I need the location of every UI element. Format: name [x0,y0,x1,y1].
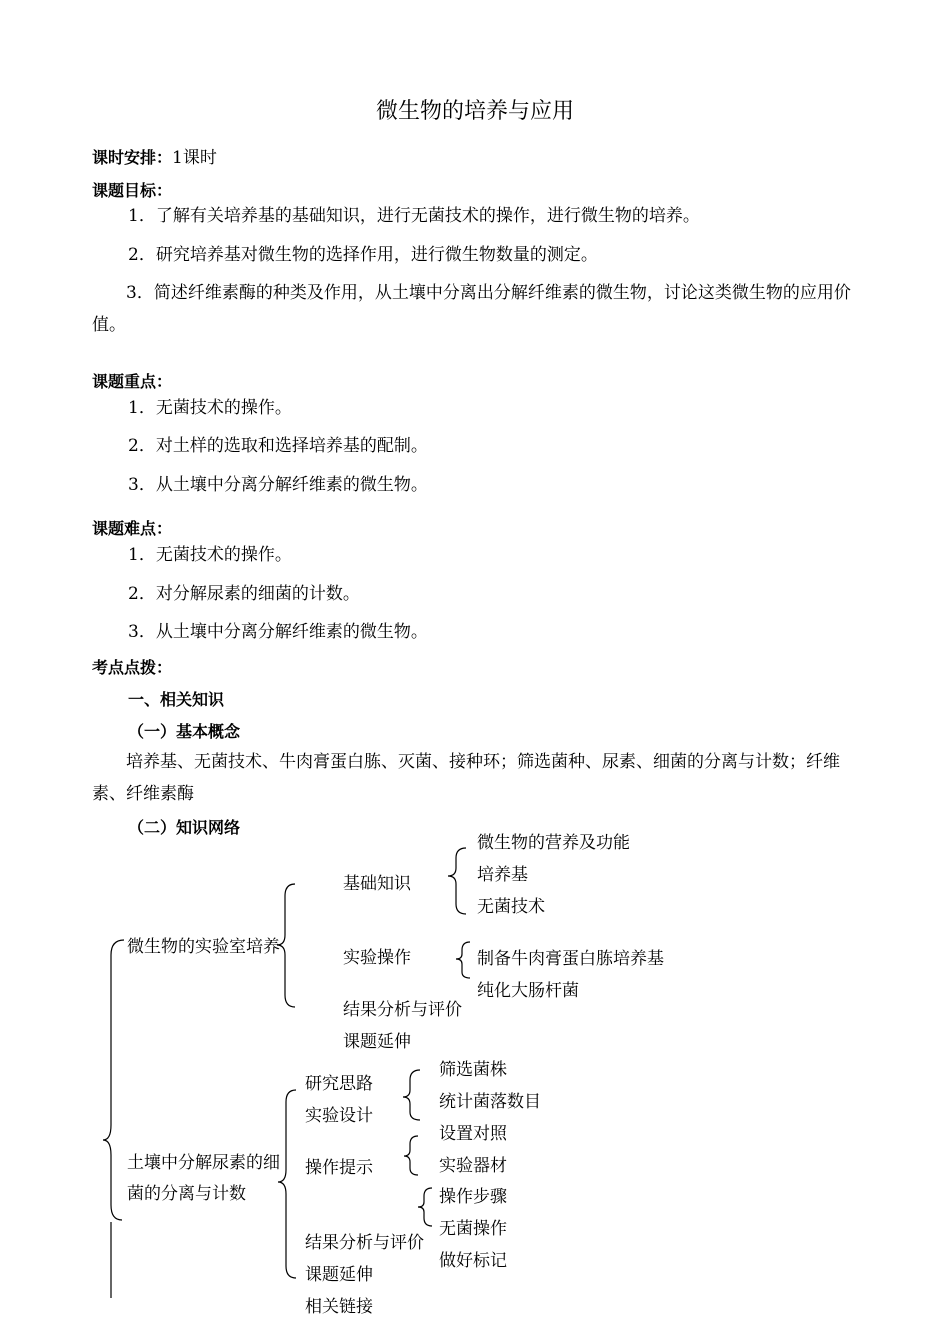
design-node: 实验设计 [305,1106,373,1126]
tips-node: 操作提示 [305,1158,373,1178]
urea-brace [278,1090,296,1278]
urea-node-line2: 菌的分离与计数 [127,1184,246,1204]
related-node: 相关链接 [305,1297,373,1317]
urea-results-node: 结果分析与评价 [305,1233,424,1253]
bk-item: 培养基 [477,865,528,885]
research-item: 统计菌落数目 [439,1092,541,1112]
tips-item: 实验器材 [439,1156,507,1176]
goal-item: 3．简述纤维素酶的种类及作用，从土壤中分离出分解纤维素的微生物，讨论这类微生物的应用价值。 [92,283,851,335]
difficulty-item: 1．无菌技术的操作。 [128,545,292,565]
bk-item: 微生物的营养及功能 [477,833,630,853]
difficulty-item: 3．从土壤中分离分解纤维素的微生物。 [128,622,428,642]
research-node: 研究思路 [305,1074,373,1094]
page-title: 微生物的培养与应用 [375,99,574,124]
outer-brace [103,940,124,1220]
urea-node-line1: 土壤中分解尿素的细 [127,1153,280,1173]
goals-label: 课题目标： [92,181,173,200]
tips-brace [404,1136,418,1175]
tips-item: 设置对照 [439,1124,507,1144]
op-item: 无菌操作 [439,1219,507,1239]
op-brace [418,1188,432,1226]
experiment-node: 实验操作 [343,948,411,968]
lab-extension-node: 课题延伸 [343,1032,411,1052]
difficulty-item: 2．对分解尿素的细菌的计数。 [128,584,360,604]
exp-item: 制备牛肉膏蛋白胨培养基 [477,949,664,969]
research-item: 筛选菌株 [439,1060,507,1080]
goal-item: 1．了解有关培养基的基础知识，进行无菌技术的操作，进行微生物的培养。 [128,206,700,226]
op-item: 操作步骤 [439,1187,507,1207]
bk-brace [448,848,466,914]
schedule-value: 1课时 [172,148,217,168]
exp-brace [456,942,470,978]
goal-item: 2．研究培养基对微生物的选择作用，进行微生物数量的测定。 [128,245,598,265]
difficulties-label: 课题难点： [92,519,173,538]
bk-item: 无菌技术 [477,897,545,917]
basic-knowledge-node: 基础知识 [343,874,411,894]
concepts-paragraph: 培养基、无菌技术、牛肉膏蛋白胨、灭菌、接种环；筛选菌种、尿素、细菌的分离与计数；纤维素、纤维素酶 [92,752,840,804]
op-item: 做好标记 [439,1251,507,1271]
lab-culture-node: 微生物的实验室培养 [127,937,280,957]
exp-item: 纯化大肠杆菌 [477,981,579,1001]
subsection-heading: （二）知识网络 [128,818,241,837]
exam-label: 考点点拨： [92,658,173,677]
key-point-item: 3．从土壤中分离分解纤维素的微生物。 [128,475,428,495]
research-brace [403,1070,420,1120]
key-point-item: 1．无菌技术的操作。 [128,398,292,418]
key-point-item: 2．对土样的选取和选择培养基的配制。 [128,436,428,456]
section-heading: 一、相关知识 [128,690,225,709]
schedule-label: 课时安排： [92,148,173,167]
key-points-label: 课题重点： [92,372,173,391]
lab-results-node: 结果分析与评价 [343,1000,462,1020]
urea-extension-node: 课题延伸 [305,1265,373,1285]
subsection-heading: （一）基本概念 [128,722,241,741]
